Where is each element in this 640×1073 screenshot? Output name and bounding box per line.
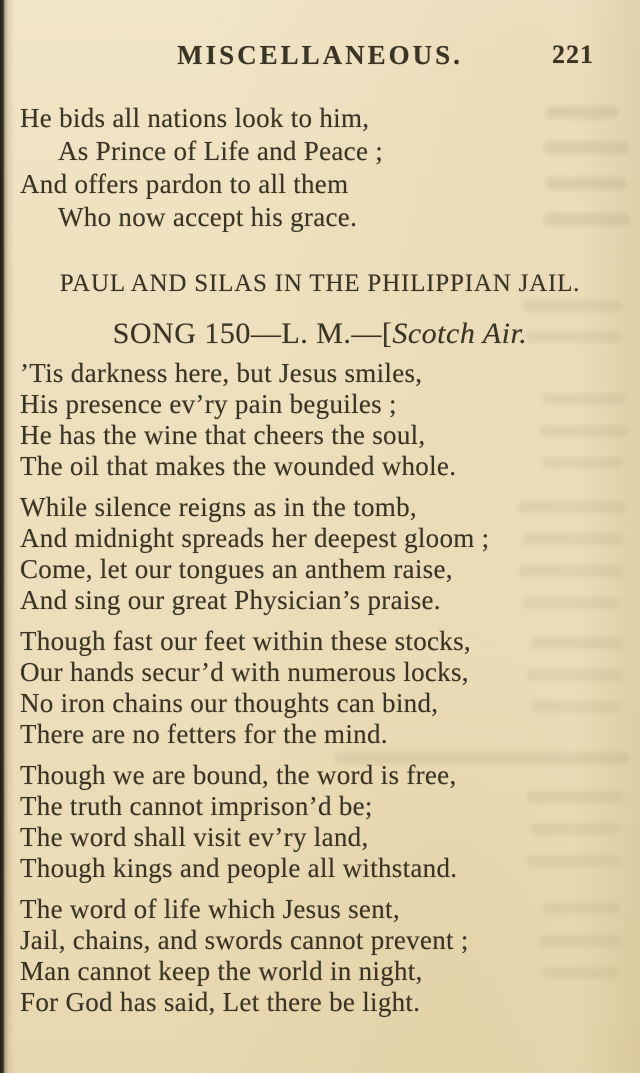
verse-line: Our hands secur’d with numerous locks, bbox=[20, 657, 469, 687]
verse-line: Come, let our tongues an anthem raise, bbox=[20, 554, 453, 584]
verse-line: Man cannot keep the world in night, bbox=[20, 956, 423, 986]
verse-line: As Prince of Life and Peace ; bbox=[58, 136, 384, 166]
stanza bbox=[20, 760, 640, 884]
verse-line: No iron chains our thoughts can bind, bbox=[20, 688, 439, 718]
verse-line: He has the wine that cheers the soul, bbox=[20, 420, 426, 450]
page-header bbox=[0, 0, 640, 74]
verse-line: ’Tis darkness here, but Jesus smiles, bbox=[20, 358, 423, 388]
verse-line: For God has said, Let there be light. bbox=[20, 987, 421, 1017]
verse-line: Though fast our feet within these stocks, bbox=[20, 626, 471, 656]
verse-line: There are no fetters for the mind. bbox=[20, 719, 388, 749]
verse-line: The oil that makes the wounded whole. bbox=[20, 451, 457, 481]
stanza bbox=[20, 894, 640, 1018]
stanza bbox=[20, 492, 640, 616]
bleed-through-mark bbox=[522, 300, 622, 312]
verse-line: Who now accept his grace. bbox=[58, 202, 358, 232]
running-title: MISCELLANEOUS. bbox=[177, 40, 463, 70]
verse-line: The word of life which Jesus sent, bbox=[20, 894, 400, 924]
stanza bbox=[20, 626, 640, 750]
intro-stanza bbox=[20, 102, 640, 234]
stanza bbox=[20, 358, 640, 482]
verse-line: Jail, chains, and swords cannot prevent ; bbox=[20, 925, 469, 955]
verse-line: He bids all nations look to him, bbox=[20, 103, 370, 133]
verse-line: And sing our great Physician’s praise. bbox=[20, 585, 441, 615]
verse-line: His presence ev’ry pain beguiles ; bbox=[20, 389, 397, 419]
page-number: 221 bbox=[552, 40, 594, 69]
verse-line: The word shall visit ev’ry land, bbox=[20, 822, 369, 852]
verse-line: Though we are bound, the word is free, bbox=[20, 760, 457, 790]
verse-line: The truth cannot imprison’d be; bbox=[20, 791, 373, 821]
song-number-meter: SONG 150—L. M.—[ bbox=[112, 317, 393, 350]
verse-line: While silence reigns as in the tomb, bbox=[20, 492, 417, 522]
song-section-title: PAUL AND SILAS IN THE PHILIPPIAN JAIL. bbox=[59, 270, 581, 297]
song-number-heading bbox=[0, 317, 640, 351]
song-air-name: Scotch Air. bbox=[392, 317, 528, 350]
verse-line: Though kings and people all withstand. bbox=[20, 853, 458, 883]
verse-line: And offers pardon to all them bbox=[20, 169, 349, 199]
verse-line: And midnight spreads her deepest gloom ; bbox=[20, 523, 490, 553]
